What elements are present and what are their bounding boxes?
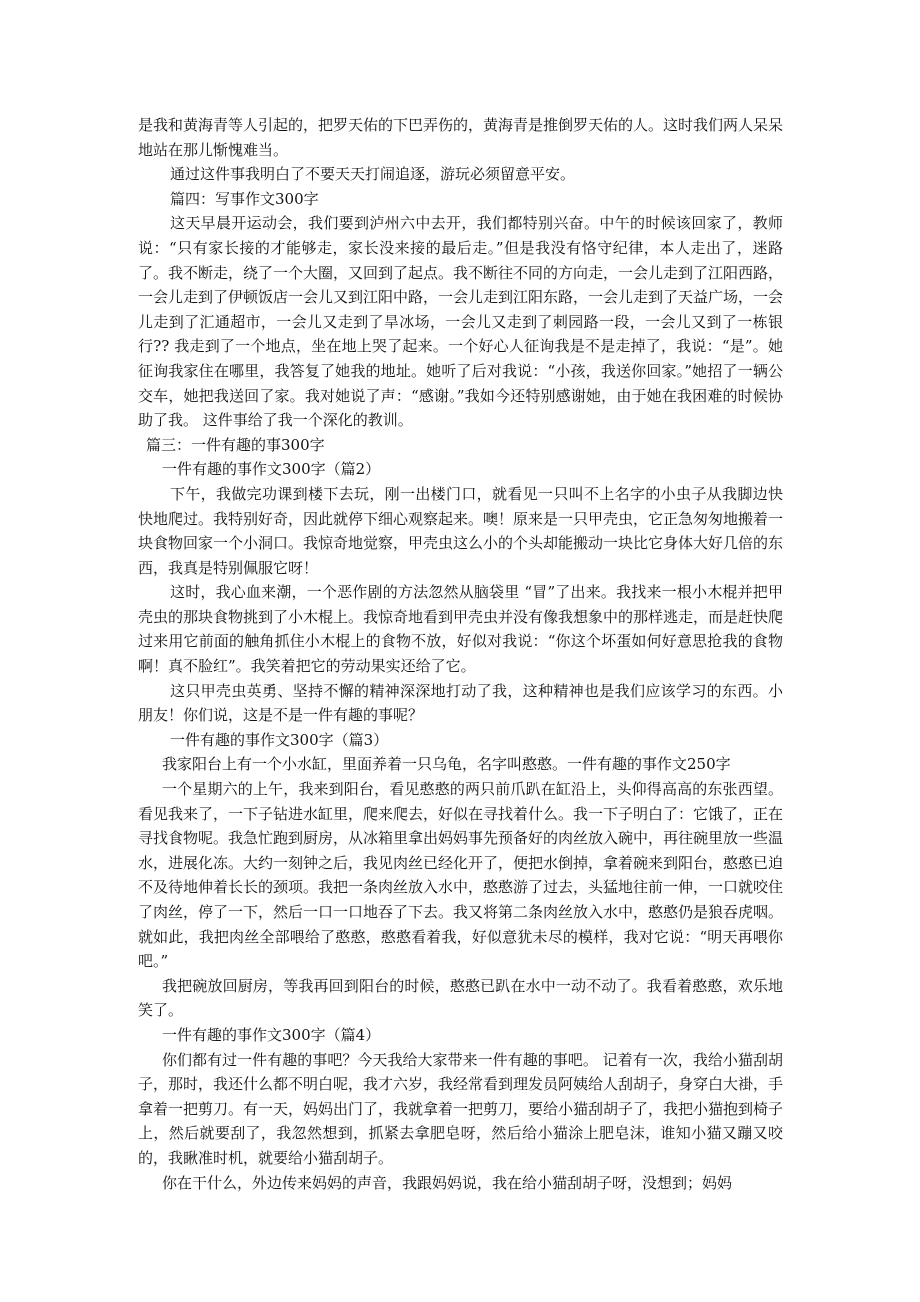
paragraph: 这只甲壳虫英勇、坚持不懈的精神深深地打动了我，这种精神也是我们应该学习的东西。小朋友！你们说，这是不是一件有趣的事呢？ — [138, 681, 783, 725]
paragraph: 你们都有过一件有趣的事吧？今天我给大家带来一件有趣的事吧。 记着有一次，我给小猫刮胡子，那时，我还什么都不明白呢，我才六岁，我经常看到理发员阿姨给人刮胡子，身穿白大褂，手拿着一把剪刀。有一天，妈妈出门了，我就拿着一把剪刀，要给小猫刮胡子了，我把小猫抱到椅子上，然后就要刮了，我忽然想到，抓紧去拿肥皂呀，然后给小猫涂上肥皂沫，谁知小猫又蹦又咬的，我瞅准时机，就要给小猫刮胡子。 — [138, 1050, 784, 1167]
sub-heading: 一件有趣的事作文300字（篇2） — [162, 460, 381, 479]
paragraph: 一个星期六的上午，我来到阳台，看见憨憨的两只前爪趴在缸沿上，头仰得高高的东张西望。看见我来了，一下子钻进水缸里，爬来爬去，好似在寻找着什么。我一下子明白了：它饿了，正在寻找食物呢。我急忙跑到厨房，从冰箱里拿出妈妈事先预备好的肉丝放入碗中，再往碗里放一些温水，进展化冻。大约一刻钟之后，我见肉丝已经化开了，便把水倒掉，拿着碗来到阳台，憨憨已迫不及待地伸着长长的颈项。我把一条肉丝放入水中，憨憨游了过去，头猛地往前一伸，一口就咬住了肉丝，停了一下，然后一口一口地吞了下去。我又将第二条肉丝放入水中，憨憨仍是狼吞虎咽。就如此，我把肉丝全部喂给了憨憨，憨憨看着我，好似意犹未尽的模样，我对它说：“明天再喂你吧。” — [138, 780, 784, 971]
paragraph: 通过这件事我明白了不要天天打闹追逐，游玩必须留意平安。 — [170, 165, 576, 184]
paragraph: 这天早晨开运动会，我们要到泸州六中去开，我们都特别兴奋。中午的时候该回家了，教师说：“只有家长接的才能够走，家长没来接的最后走。”但是我没有恪守纪律，本人走出了，迷路了。我不断走，绕了一个大圈，又回到了起点。我不断往不同的方向走，一会儿走到了江阳西路，一会儿走到了伊顿饭店一会儿又到江阳中路，一会儿走到江阳东路，一会儿走到了天益广场，一会儿走到了汇通超市，一会儿又走到了旱冰场，一会儿又走到了刺园路一段，一会儿又到了一栋银行?? 我走到了一个地点，坐在地上哭了起来。一个好心人征询我是不是走掉了，我说：“是”。她征询我家住在哪里，我答复了她我的地址。她听了后对我说：“小孩，我送你回家。”她招了一辆公交车，她把我送回了家。我对她说了声：“感谢。”我如今还特别感谢她，由于她在我困难的时候协助了我。 这件事给了我一个深化的教训。 — [138, 214, 784, 430]
paragraph: 这时，我心血来潮，一个恶作剧的方法忽然从脑袋里 “冒”了出来。我找来一根小木棍并把甲壳虫的那块食物挑到了小木棍上。我惊奇地看到甲壳虫并没有像我想象中的那样逃走，而是赶快爬过来用它前面的触角抓住小木棍上的食物不放，好似对我说：“你这个坏蛋如何好意思抢我的食物啊！真不脸红”。我笑着把它的劳动果实还给了它。 — [138, 583, 784, 676]
document-body — [138, 113, 783, 1195]
paragraph: 你在干什么，外边传来妈妈的声音，我跟妈妈说，我在给小猫刮胡子呀，没想到；妈妈 — [162, 1173, 733, 1192]
paragraph: 下午，我做完功课到楼下去玩，刚一出楼门口，就看见一只叫不上名字的小虫子从我脚边快快地爬过。我特别好奇，因此就停下细心观察起来。噢！原来是一只甲壳虫，它正急匆匆地搬着一块食物回家一个小洞口。我惊奇地觉察，甲壳虫这么小的个头却能搬动一块比它身体大好几倍的东西，我真是特别佩服它呀！ — [138, 484, 784, 577]
paragraph: 我把碗放回厨房，等我再回到阳台的时候，憨憨已趴在水中一动不动了。我看着憨憨，欢乐地笑了。 — [138, 976, 783, 1020]
paragraph: 是我和黄海青等人引起的，把罗天佑的下巴弄伤的，黄海青是推倒罗天佑的人。这时我们两人呆呆地站在那儿惭愧难当。 — [138, 116, 784, 159]
sub-heading: 一件有趣的事作文300字（篇3） — [170, 730, 389, 749]
section-heading: 篇四：写事作文300字 — [170, 189, 319, 208]
section-heading: 篇三：一件有趣的事300字 — [146, 435, 325, 454]
paragraph: 我家阳台上有一个小水缸，里面养着一只乌龟，名字叫憨憨。一件有趣的事作文250字 — [162, 755, 731, 774]
sub-heading: 一件有趣的事作文300字（篇4） — [162, 1025, 381, 1044]
